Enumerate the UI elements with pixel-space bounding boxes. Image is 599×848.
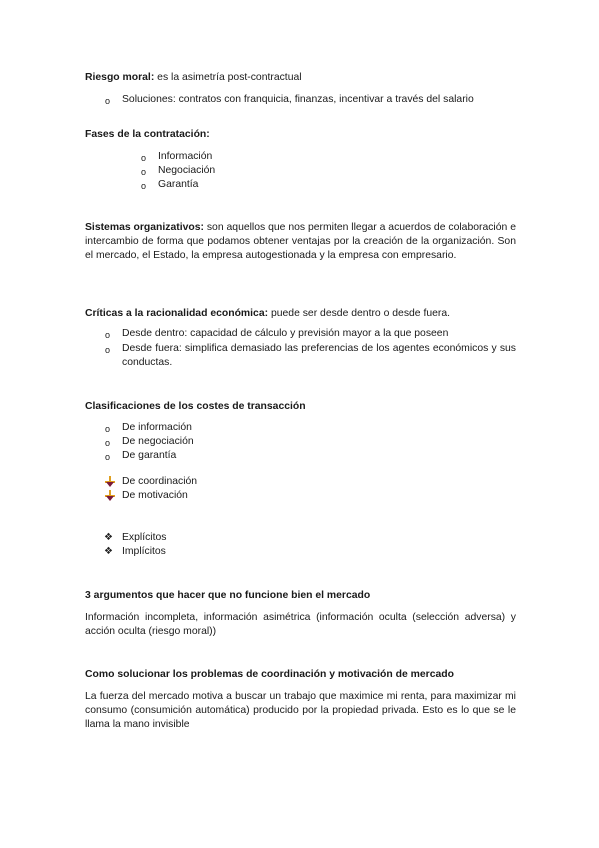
diamond-bullet-icon: ❖ xyxy=(104,546,113,557)
criticas-item: Desde dentro: capacidad de cálculo y previsión mayor a la que poseen xyxy=(122,328,449,339)
circle-bullet-icon: o xyxy=(141,167,147,177)
riesgo-moral-heading: Riesgo moral: xyxy=(85,72,155,83)
clasificacion-item: De información xyxy=(122,422,192,433)
argumentos-heading: 3 argumentos que hacer que no funcione bien el mercado xyxy=(85,590,371,601)
clasificacion-item: Implícitos xyxy=(122,546,166,557)
sistemas-paragraph xyxy=(85,221,516,263)
down-arrow-icon xyxy=(104,490,116,502)
circle-bullet-icon: o xyxy=(141,153,147,163)
solucion-paragraph: La fuerza del mercado motiva a buscar un trabajo que maximice mi renta, para maximizar mi consumo (consumición automática) producido por la propiedad privada. Esto es lo que se le llama la mano invisible xyxy=(85,691,516,730)
solucion-heading: Como solucionar los problemas de coordinación y motivación de mercado xyxy=(85,669,454,680)
criticas-line xyxy=(85,307,450,321)
riesgo-moral-text: es la asimetría post-contractual xyxy=(154,72,302,83)
criticas-heading: Críticas a la racionalidad económica: xyxy=(85,308,269,319)
criticas-text: puede ser desde dentro o desde fuera. xyxy=(268,308,451,319)
clasificacion-item: De negociación xyxy=(122,436,194,447)
clasificacion-item: De garantía xyxy=(122,450,177,461)
clasificacion-item: Explícitos xyxy=(122,532,167,543)
fases-item: Información xyxy=(158,151,213,162)
fases-item: Garantía xyxy=(158,179,199,190)
riesgo-moral-line xyxy=(85,71,302,85)
circle-bullet-icon: o xyxy=(105,452,111,462)
sistemas-heading: Sistemas organizativos: xyxy=(85,222,204,233)
circle-bullet-icon: o xyxy=(105,438,111,448)
down-arrow-icon xyxy=(104,476,116,488)
clasificaciones-heading: Clasificaciones de los costes de transacción xyxy=(85,401,306,412)
criticas-item: Desde fuera: simplifica demasiado las preferencias de los agentes económicos y sus conductas. xyxy=(122,343,516,368)
sistemas-text: son aquellos que nos permiten llegar a acuerdos de colaboración e intercambio de forma que podamos obtener ventajas por la creación de la organización. Son el mercado, el Estado, la empresa autogestionada y la empresa con empresario. xyxy=(85,222,516,261)
fases-heading: Fases de la contratación: xyxy=(85,129,210,140)
circle-bullet-icon: o xyxy=(105,424,111,434)
circle-bullet-icon: o xyxy=(105,345,111,355)
circle-bullet-icon: o xyxy=(105,96,111,106)
diamond-bullet-icon: ❖ xyxy=(104,532,113,543)
riesgo-moral-bullet: Soluciones: contratos con franquicia, finanzas, incentivar a través del salario xyxy=(122,94,474,105)
argumentos-paragraph: Información incompleta, información asimétrica (información oculta (selección adversa) y acción oculta (riesgo moral)) xyxy=(85,612,516,637)
circle-bullet-icon: o xyxy=(141,181,147,191)
clasificacion-item: De coordinación xyxy=(122,476,198,487)
clasificacion-item: De motivación xyxy=(122,490,188,501)
fases-item: Negociación xyxy=(158,165,216,176)
circle-bullet-icon: o xyxy=(105,330,111,340)
